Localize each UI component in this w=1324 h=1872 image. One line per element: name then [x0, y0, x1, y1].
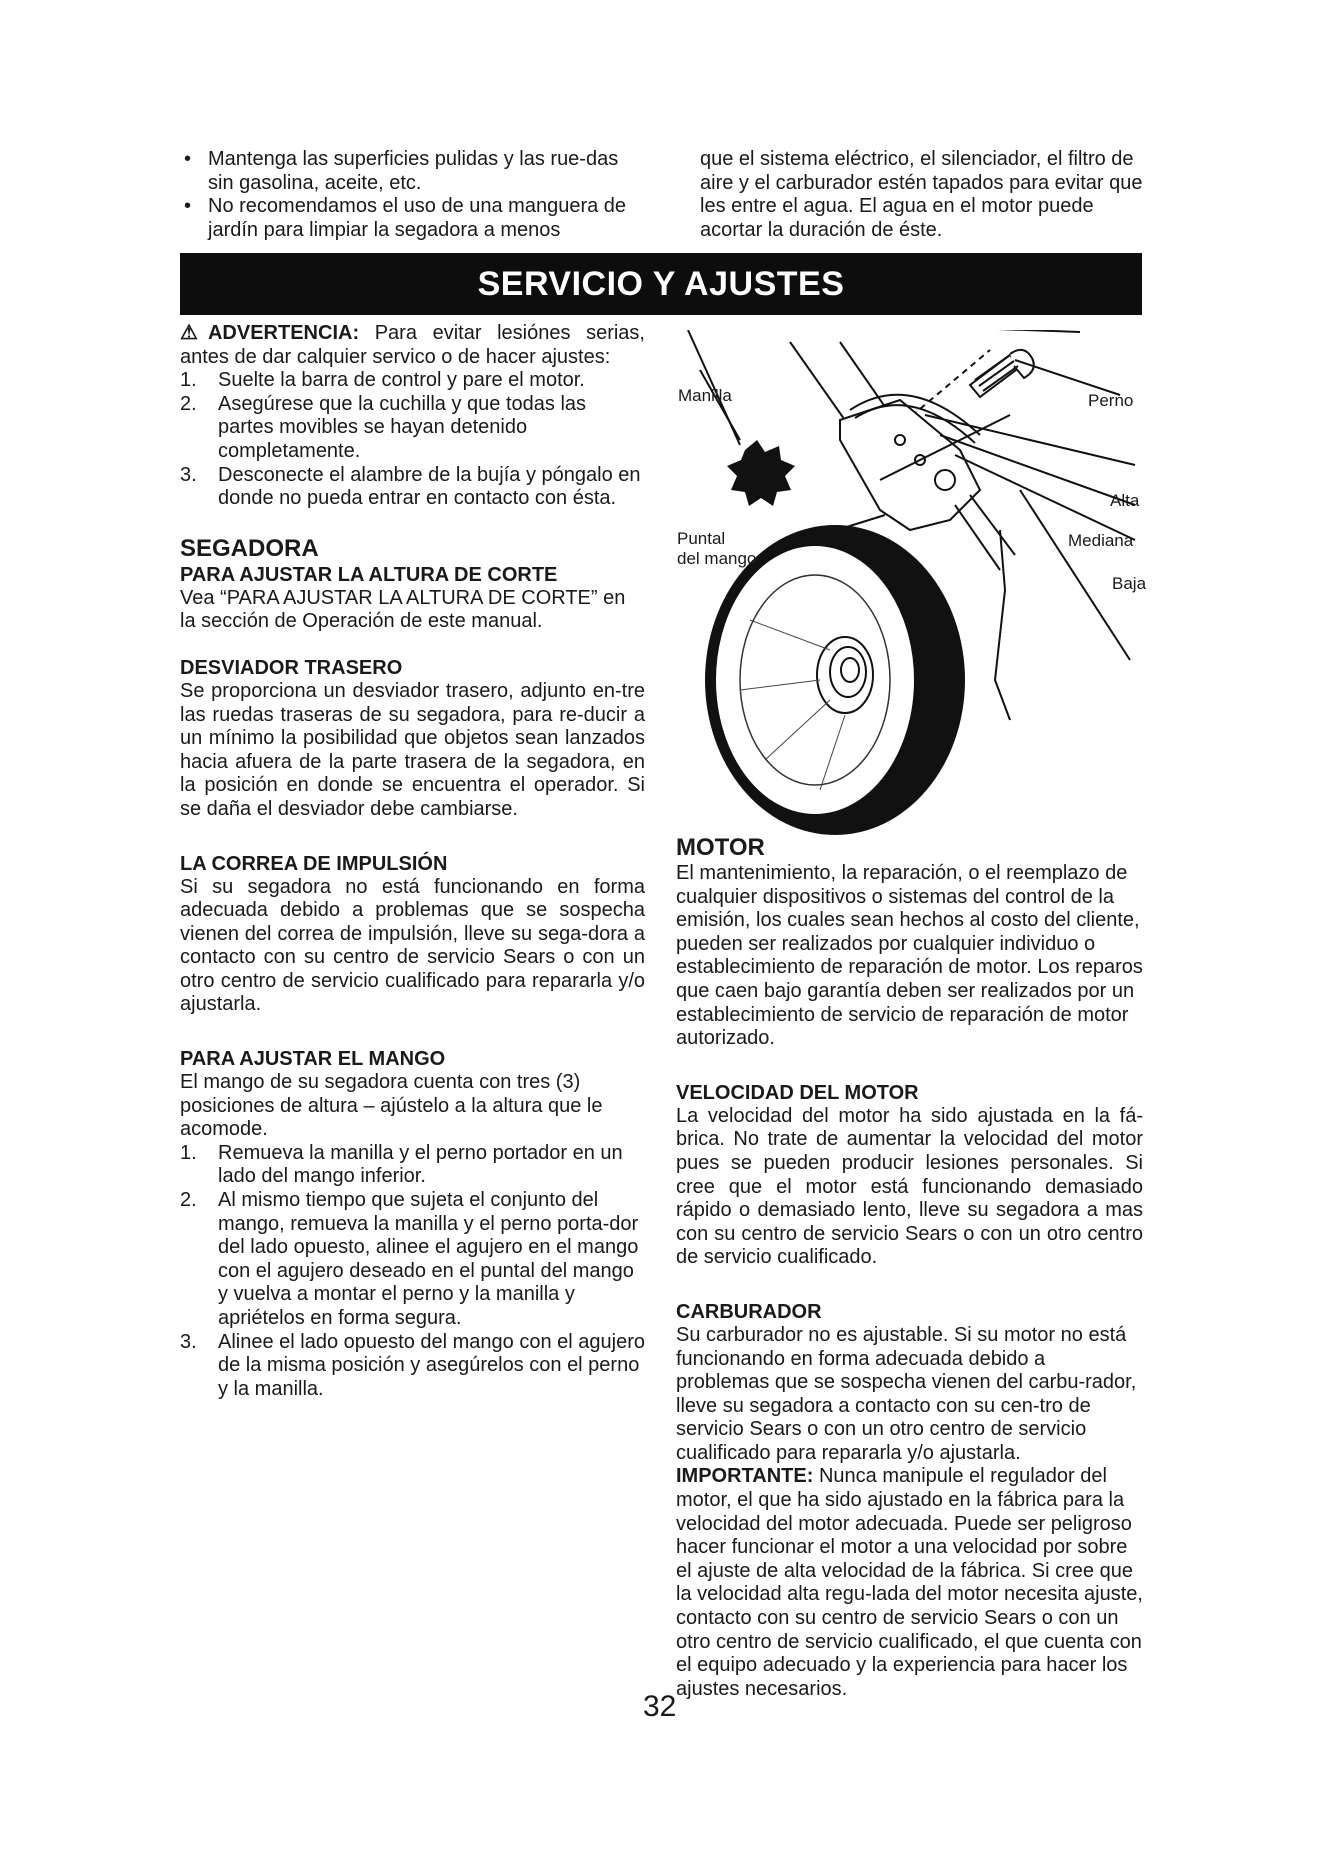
desviador-text: Se proporciona un desviador trasero, adjunto en-tre las ruedas traseras de su segadora, para re-ducir a un mínimo la posibilidad que objetos sean lanzados hacia afuera de la parte trasera de la segadora, en la posición en donde se encuentra el operador. Si se daña el desviador debe cambiarse. [180, 679, 645, 820]
motor-heading: MOTOR [676, 834, 765, 861]
perno-leader [1015, 360, 1120, 395]
label-manilla: Manilla [678, 386, 732, 405]
banner-title: SERVICIO Y AJUSTES [477, 264, 845, 303]
right-column [676, 834, 1143, 1701]
page-number: 32 [643, 1690, 677, 1723]
knob-icon [727, 440, 795, 506]
carburador-heading: CARBURADOR [676, 1300, 822, 1323]
mango-steps [180, 1142, 645, 1402]
bolt-icon [970, 350, 1034, 397]
left-column [180, 322, 645, 1401]
label-baja: Baja [1112, 574, 1147, 593]
warning-block [180, 322, 645, 511]
list-item: 3. Desconecte el alambre de la bujía y póngalo en donde no pueda entrar en contacto con ésta. [180, 463, 641, 510]
warning-icon: ⚠ [180, 322, 208, 344]
label-alta: Alta [1110, 491, 1140, 510]
list-item: • Mantenga las superficies pulidas y las rue-das sin gasolina, aceite, etc. [184, 148, 619, 194]
mango-intro: El mango de su segadora cuenta con tres (3) posiciones de altura – ajústelo a la altura que le acomode. [180, 1071, 603, 1141]
label-mediana: Mediana [1068, 531, 1134, 550]
label-puntal: Puntal del mango [677, 529, 757, 568]
velocidad-text: La velocidad del motor ha sido ajustada en la fá-brica. No trate de aumentar la velocidad del motor pues se pueden producir lesiones personales. Si cree que el motor está funcionando demasiado rápido o demasiado lento, lleve su segadora a mas con su centro de servicio Sears o con un otro centro de servicio cualificado. [676, 1104, 1143, 1269]
wheel-icon [705, 525, 965, 835]
altura-text: Vea “PARA AJUSTAR LA ALTURA DE CORTE” en la sección de Operación de este manual. [180, 586, 626, 633]
list-item: 1. Remueva la manilla y el perno portador en un lado del mango inferior. [180, 1141, 623, 1188]
importante-text: IMPORTANTE: Nunca manipule el regulador del motor, el que ha sido ajustado en la fábrica para la velocidad del motor adecuada. Puede ser peligroso hacer funcionar el motor a una velocidad por sobre el ajuste de alta velocidad de la fábrica. Si cree que la velocidad alta regu-lada del motor necesita ajuste, contacto con su centro de servicio Sears o con un otro centro de servicio cualificado, el que cuenta con el equipo adecuado y la experiencia para hacer los ajustes necesarios. [676, 1465, 1143, 1700]
warning-label: ADVERTENCIA: [207, 322, 360, 344]
list-item: 2. Asegúrese que la cuchilla y que todas las partes movibles se hayan detenido completamente. [180, 392, 587, 462]
top-left-column [180, 148, 640, 242]
bullet-list [180, 148, 640, 242]
list-item: 3. Alinee el lado opuesto del mango con el agujero de la misma posición y asegúrelos con el perno y la manilla. [180, 1330, 645, 1400]
label-perno: Perno [1088, 391, 1134, 410]
bullet-icon: • [184, 195, 192, 218]
bullet-icon: • [184, 148, 192, 170]
segadora-heading: SEGADORA [180, 534, 319, 562]
warning-intro: Para evitar lesiónes serias, antes de dar calquier servico o de hacer ajustes: [180, 322, 645, 368]
motor-text: El mantenimiento, la reparación, o el reemplazo de cualquier dispositivos o sistemas del control de la emisión, los cuales sean hechos al costo del cliente, pueden ser realizados por cualquier individuo o establecimiento de reparación de motor. Los reparos que caen bajo garantía deben ser realizados por un establecimiento de servicio de reparación de motor autorizado. [676, 862, 1143, 1050]
velocidad-heading: VELOCIDAD DEL MOTOR [676, 1081, 919, 1104]
strut-line [955, 505, 1000, 570]
handle-height-diagram [670, 330, 1150, 840]
desviador-heading: DESVIADOR TRASERO [180, 656, 403, 679]
paragraph: que el sistema eléctrico, el silenciador, el filtro de aire y el carburador estén tapados para evitar que les entre el agua. El agua en el motor puede acortar la duración de éste. [700, 148, 1143, 241]
carburador-text: Su carburador no es ajustable. Si su motor no está funcionando en forma adecuada debido a problemas que se sospecha vienen del carbu-rador, lleve su segadora a contacto con su cen-tro de servicio Sears o con un otro centro de servicio cualificado para repararla y/o ajustarla. [676, 1323, 1137, 1464]
warning-steps [180, 369, 645, 511]
list-item: • No recomendamos el uso de una manguera de jardín para limpiar la segadora a menos [184, 195, 627, 241]
correa-heading: LA CORREA DE IMPULSIÓN [180, 852, 448, 875]
mango-heading: PARA AJUSTAR EL MANGO [180, 1048, 446, 1071]
altura-heading: PARA AJUSTAR LA ALTURA DE CORTE [180, 563, 558, 586]
correa-text: Si su segadora no está funcionando en forma adecuada debido a problemas que se sospecha vienen del correa de impulsión, lleve su sega-dora a contacto con su centro de servicio Sears o con un otro centro de servicio cualificado para repararla y/o ajustarla. [180, 875, 645, 1016]
importante-label: IMPORTANTE: [676, 1465, 814, 1488]
list-item: 1. Suelte la barra de control y pare el motor. [180, 369, 585, 392]
top-right-column [700, 148, 1145, 242]
section-banner [180, 253, 1142, 315]
list-item: 2. Al mismo tiempo que sujeta el conjunto del mango, remueva la manilla y el perno porta-dor del lado opuesto, alinee el agujero en el mango con el agujero deseado en el puntal del mango y vuelva a montar el perno y la manilla y apriételos en forma segura. [180, 1189, 639, 1329]
